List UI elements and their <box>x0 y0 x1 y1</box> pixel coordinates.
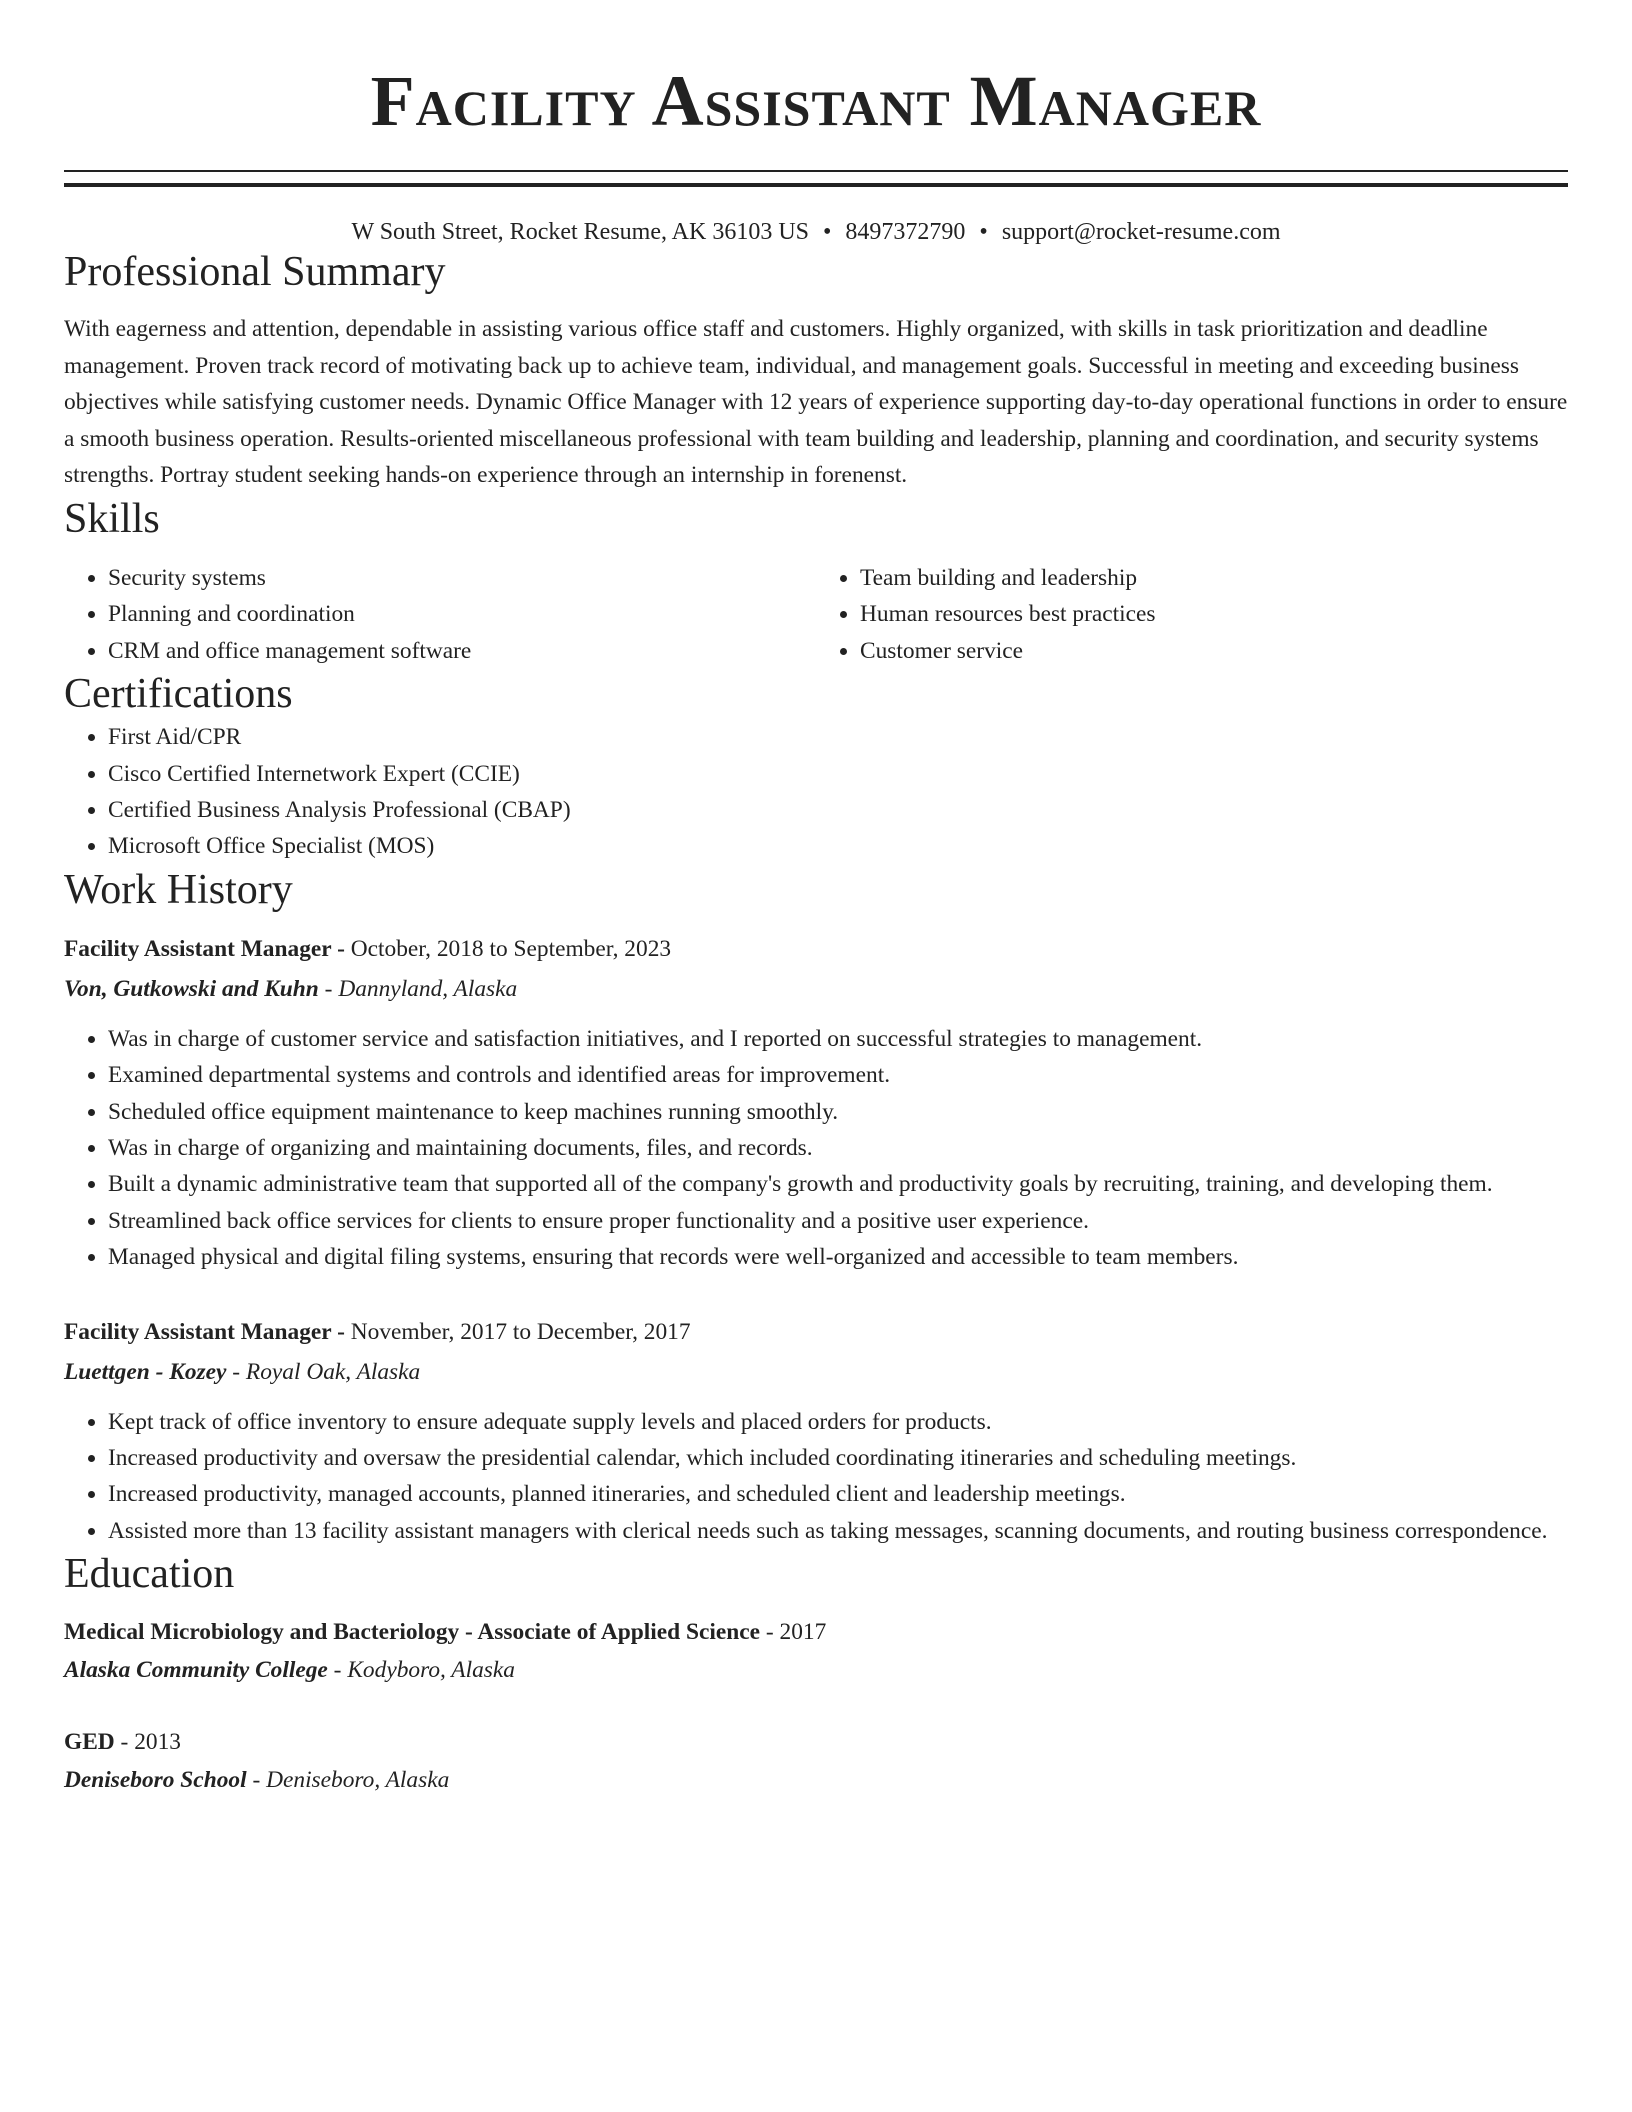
education-year: 2013 <box>134 1729 181 1756</box>
job-dates: November, 2017 to December, 2017 <box>350 1318 691 1345</box>
certifications-list <box>64 719 1568 865</box>
skill-item: • Human resources best practices <box>860 596 1568 632</box>
skill-item: • Security systems <box>108 560 816 596</box>
contact-phone: 8497372790 <box>845 219 966 245</box>
job-duty-item: • Was in charge of organizing and maintaining documents, files, and records. <box>108 1130 1568 1166</box>
job-duty-item: • Increased productivity and oversaw the presidential calendar, which included coordinating itineraries and scheduling meetings. <box>108 1440 1568 1476</box>
education-degree: GED <box>64 1729 115 1756</box>
contact-address: W South Street, Rocket Resume, AK 36103 US <box>351 219 810 245</box>
education-school-line: Alaska Community College - Kodyboro, Alaska <box>64 1657 515 1684</box>
skills-column-left <box>64 560 816 669</box>
resume-name-title: Facility Assistant Manager <box>370 61 1262 141</box>
job-company: Von, Gutkowski and Kuhn <box>64 975 319 1002</box>
job-location: Royal Oak, Alaska <box>245 1358 421 1385</box>
job-duties-list <box>64 1021 1568 1276</box>
skills-column-right <box>816 560 1568 669</box>
job-position: Facility Assistant Manager <box>64 1318 332 1345</box>
education-degree-line: GED - 2013 <box>64 1729 181 1756</box>
job-duty-item: • Scheduled office equipment maintenance to keep machines running smoothly. <box>108 1094 1568 1130</box>
work-history-heading: Work History <box>64 866 293 913</box>
contact-line <box>64 217 1568 247</box>
summary-heading: Professional Summary <box>64 249 446 295</box>
education-degree-line: Medical Microbiology and Bacteriology - Associate of Applied Science - 2017 <box>64 1619 827 1646</box>
skill-item: • Planning and coordination <box>108 596 816 632</box>
job-duty-item: • Examined departmental systems and controls and identified areas for improvement. <box>108 1057 1568 1093</box>
education-year: 2017 <box>779 1619 827 1646</box>
education-heading: Education <box>64 1551 235 1598</box>
job-entry <box>64 929 1568 1276</box>
job-entry <box>64 1312 1568 1550</box>
certification-item: • Certified Business Analysis Professional (CBAP) <box>108 792 1568 828</box>
job-duties-list <box>64 1404 1568 1550</box>
contact-separator: • <box>979 219 988 245</box>
certification-item: • Cisco Certified Internetwork Expert (CCIE) <box>108 756 1568 792</box>
summary-text: With eagerness and attention, dependable in assisting various office staff and customers. Highly organized, with skills in task prioritization and deadline management. Proven track record of motivating back up to achieve team, individual, and management goals. Successful in meeting and exceeding business objectives while satisfying customer needs. Dynamic Office Manager with 12 years of experience supporting day-to-day operational functions in order to ensure a smooth business operation. Results-oriented miscellaneous professional with team building and leadership, planning and coordination, and security systems strengths. Portray student seeking hands-on experience through an internship in forenenst. <box>64 316 1568 489</box>
skill-item: • CRM and office management software <box>108 633 816 669</box>
education-school: Deniseboro School <box>64 1767 247 1794</box>
education-location: Deniseboro, Alaska <box>266 1767 450 1794</box>
skills-heading: Skills <box>64 495 160 542</box>
job-title-line: Facility Assistant Manager - November, 2017 to December, 2017 <box>64 1318 691 1345</box>
job-duty-item: • Increased productivity, managed accounts, planned itineraries, and scheduled client and leadership meetings. <box>108 1476 1568 1512</box>
job-title-line: Facility Assistant Manager - October, 2018 to September, 2023 <box>64 935 672 962</box>
job-company: Luettgen - Kozey <box>64 1358 227 1385</box>
skills-list <box>64 560 1568 669</box>
job-duty-item: • Managed physical and digital filing systems, ensuring that records were well-organized and accessible to team members. <box>108 1239 1568 1275</box>
skill-item: • Team building and leadership <box>860 560 1568 596</box>
education-location: Kodyboro, Alaska <box>347 1657 515 1684</box>
job-position: Facility Assistant Manager <box>64 935 332 962</box>
job-duty-item: • Assisted more than 13 facility assistant managers with clerical needs such as taking messages, scanning documents, and routing business correspondence. <box>108 1513 1568 1549</box>
certification-item: • First Aid/CPR <box>108 719 1568 755</box>
certification-item: • Microsoft Office Specialist (MOS) <box>108 828 1568 864</box>
job-company-line: Luettgen - Kozey - Royal Oak, Alaska <box>64 1358 421 1385</box>
contact-separator: • <box>823 219 832 245</box>
job-duty-item: • Was in charge of customer service and satisfaction initiatives, and I reported on successful strategies to management. <box>108 1021 1568 1057</box>
contact-email: support@rocket-resume.com <box>1001 219 1281 245</box>
education-school: Alaska Community College <box>64 1657 328 1684</box>
education-school-line: Deniseboro School - Deniseboro, Alaska <box>64 1767 450 1794</box>
job-duty-item: • Built a dynamic administrative team that supported all of the company's growth and productivity goals by recruiting, training, and developing them. <box>108 1166 1568 1202</box>
job-company-line: Von, Gutkowski and Kuhn - Dannyland, Alaska <box>64 975 518 1002</box>
job-dates: October, 2018 to September, 2023 <box>350 935 672 962</box>
job-duty-item: • Streamlined back office services for clients to ensure proper functionality and a positive user experience. <box>108 1203 1568 1239</box>
education-entry <box>64 1613 1568 1689</box>
skill-item: • Customer service <box>860 633 1568 669</box>
education-entry <box>64 1723 1568 1799</box>
certifications-heading: Certifications <box>64 671 293 718</box>
education-degree: Medical Microbiology and Bacteriology - Associate of Applied Science <box>64 1619 761 1646</box>
header-divider <box>64 170 1568 187</box>
job-duty-item: • Kept track of office inventory to ensure adequate supply levels and placed orders for products. <box>108 1404 1568 1440</box>
job-location: Dannyland, Alaska <box>338 975 518 1002</box>
